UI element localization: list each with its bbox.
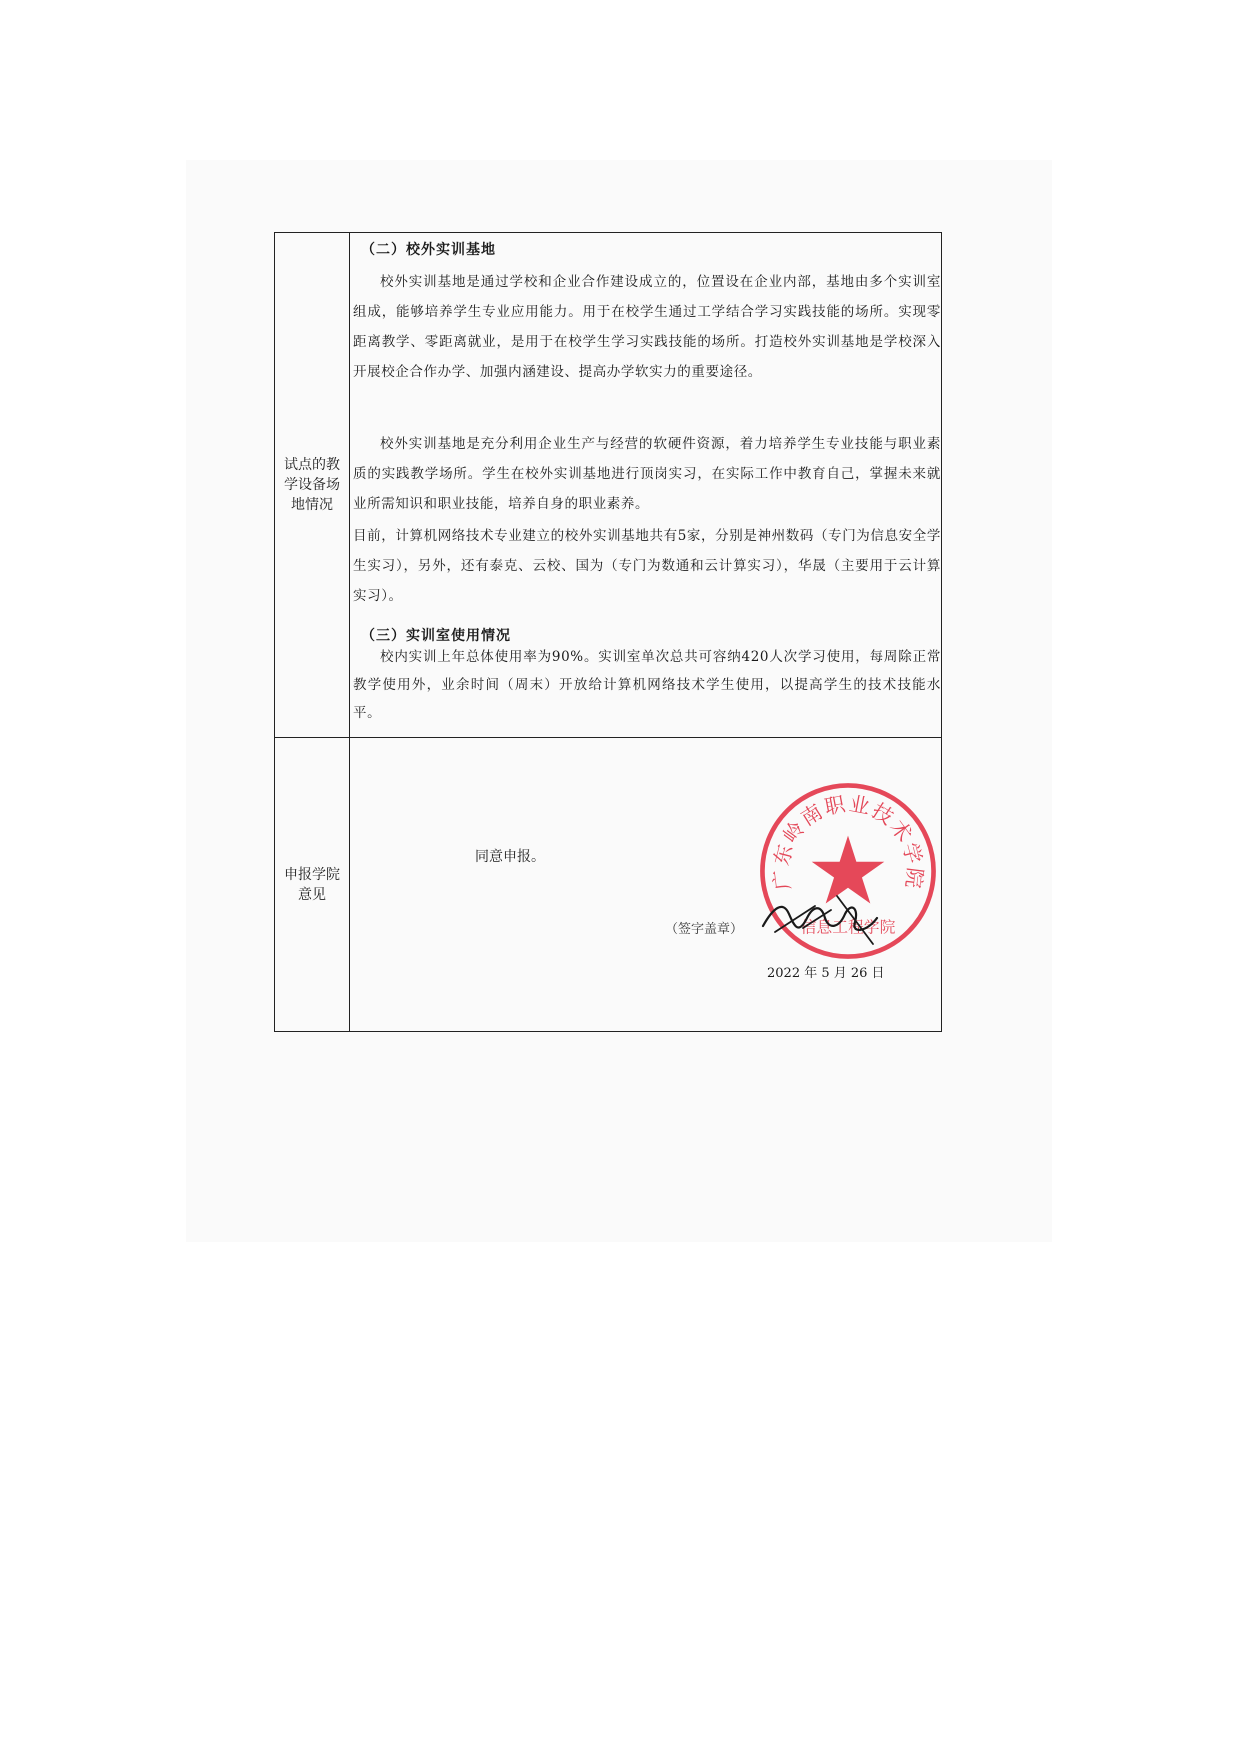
section2-heading: （二）校外实训基地 (361, 242, 496, 258)
equipment-venue-row (275, 233, 941, 738)
opinion-label: 申报学院意见 (284, 866, 340, 903)
application-form-table (274, 232, 942, 1032)
section2-paragraph-3: 目前，计算机网络技术专业建立的校外实训基地共有5家，分别是神州数码（专门为信息安全学生实习），另外，还有泰克、云校、国为（专门为数通和云计算实习），华晟（主要用于云计算实习）。 (353, 528, 941, 604)
opinion-date: 2022 年 5 月 26 日 (767, 966, 885, 981)
opinion-content-cell (351, 738, 941, 1031)
section3-heading: （三）实训室使用情况 (361, 628, 511, 644)
section2-paragraph-1: 校外实训基地是通过学校和企业合作建设成立的，位置设在企业内部，基地由多个实训室组成，能够培养学生专业应用能力。用于在校学生通过工学结合学习实践技能的场所。实现零距离教学、零距离就业，是用于在校学生学习实践技能的场所。打造校外实训基地是学校深入开展校企合作办学、加强内涵建设、提高办学软实力的重要途径。 (353, 274, 941, 380)
seal-inner-text: 信息工程学院 (800, 917, 896, 937)
college-opinion-row (275, 738, 941, 1031)
section-label: 试点的教学设备场地情况 (284, 457, 340, 513)
section3-paragraph-1: 校内实训上年总体使用率为90%。实训室单次总共可容纳420人次学习使用，每周除正常教学使用外，业余时间（周末）开放给计算机网络技术学生使用，以提高学生的技术技能水平。 (353, 649, 941, 721)
signature-stamp-label: （签字盖章） (665, 922, 744, 937)
row-label-cell (275, 233, 350, 737)
opinion-label-cell (275, 738, 350, 1031)
opinion-text: 同意申报。 (475, 849, 545, 865)
seal-outer-text: 广东岭南职业技术学院 (768, 791, 928, 892)
handwritten-signature (755, 888, 885, 948)
row-content-cell (351, 233, 941, 737)
section2-paragraph-2: 校外实训基地是充分利用企业生产与经营的软硬件资源，着力培养学生专业技能与职业素质的实践教学场所。学生在校外实训基地进行顶岗实习，在实际工作中教育自己，掌握未来就业所需知识和职业技能，培养自身的职业素养。 (353, 436, 941, 512)
